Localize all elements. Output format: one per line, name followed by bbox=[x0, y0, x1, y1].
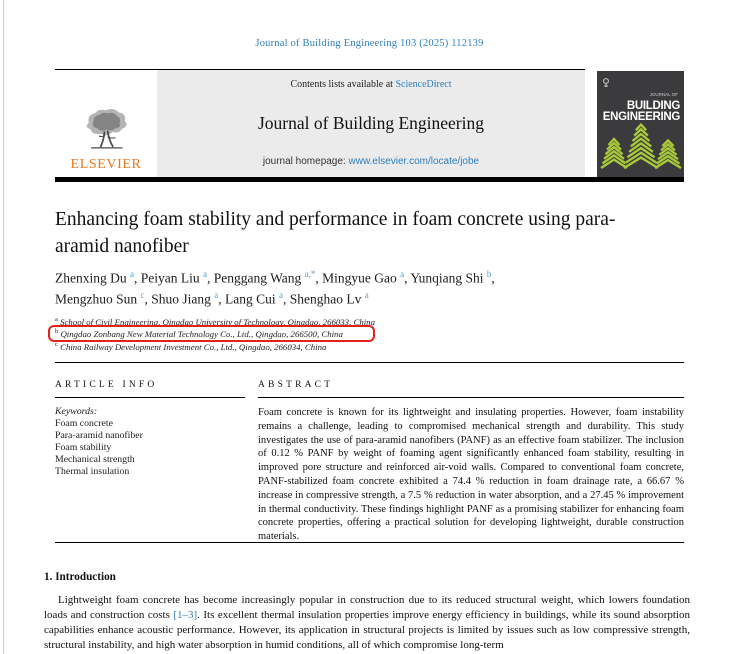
author-name: Yunqiang Shi bbox=[410, 270, 487, 286]
author-affiliation-sup[interactable]: a bbox=[214, 290, 219, 300]
elsevier-logo bbox=[55, 70, 157, 177]
author-separator: , bbox=[404, 270, 411, 286]
article-info-section bbox=[55, 380, 245, 478]
author-name: Lang Cui bbox=[225, 291, 280, 307]
affiliation-list bbox=[55, 315, 665, 352]
affiliation-text: China Railway Development Investment Co., Ltd., Qingdao, 266034, China bbox=[57, 341, 327, 352]
homepage-label: journal homepage: bbox=[262, 156, 349, 167]
journal-cover-thumbnail bbox=[597, 71, 684, 177]
affiliation-sup: a bbox=[55, 316, 58, 323]
cover-title-line1: BUILDING bbox=[626, 100, 680, 112]
contents-list-line bbox=[290, 79, 451, 90]
author-name: Penggang Wang bbox=[213, 270, 305, 286]
abstract-text: Foam concrete is known for its lightweight and insulating properties. However, foam instability remains a challenge, leading to compromised mechanical strength and durability. This study investigates the use of para-aramid nanofibers (PANF) as an effective foam stabilizer. The inclusion of 0.12 % PANF by weight of foaming agent significantly enhanced foam stability, resulting in improved pore structure and reinforced air-void walls. Compared to conventional foam concrete, PANF-stabilized foam concrete exhibited a 74.4 % reduction in foam drainage rate, a 66.67 % increase in compressive strength, a 7.5 % reduction in water absorption, and a 27.45 % improvement in thermal conductivity. These findings highlight PANF as a promising stabilizer for enhancing foam concrete properties, offering a practical solution for developing lightweight, durable construction materials. bbox=[258, 407, 684, 543]
affiliation-sup: b bbox=[55, 327, 59, 335]
author-name: Shuo Jiang bbox=[151, 291, 215, 307]
author-separator: , bbox=[283, 291, 290, 307]
affiliation-highlight-box bbox=[48, 325, 375, 342]
abstract-section bbox=[258, 380, 684, 544]
author-separator: , bbox=[315, 270, 323, 286]
author-affiliation-sup[interactable]: a bbox=[203, 269, 207, 279]
abstract-heading: ABSTRACT bbox=[258, 380, 334, 390]
masthead-bottom-bar bbox=[55, 177, 684, 182]
cover-title-line2: ENGINEERING bbox=[602, 111, 680, 123]
author-affiliation-sup[interactable]: a bbox=[364, 290, 369, 300]
keywords-label: Keywords: bbox=[55, 406, 98, 417]
author-name: Shenghao Lv bbox=[289, 291, 365, 307]
author-separator: , bbox=[491, 270, 495, 286]
keyword-item: Para-aramid nanofiber bbox=[55, 430, 143, 441]
affiliation-text-wrap bbox=[55, 342, 326, 352]
author-name: Mengzhuo Sun bbox=[55, 291, 141, 307]
cover-kicker: JOURNAL OF bbox=[649, 92, 678, 97]
page-edge-line bbox=[3, 0, 4, 654]
affiliation-sup: c bbox=[55, 340, 58, 348]
contents-list-text: Contents lists available at bbox=[290, 79, 396, 90]
author-affiliation-sup[interactable]: a bbox=[400, 269, 405, 279]
author-affiliation-sup[interactable]: a,* bbox=[304, 269, 316, 279]
author-separator: , bbox=[218, 291, 226, 307]
keyword-item: Foam stability bbox=[55, 442, 112, 453]
cover-trees-icon bbox=[597, 118, 684, 175]
author-affiliation-sup[interactable]: a bbox=[130, 269, 134, 279]
intro-text-before-ref: Lightweight foam concrete has become increasingly popular in construction due to its reduced structural weight, which lowers foundation loads and construction costs bbox=[44, 594, 690, 621]
author-separator: , bbox=[134, 270, 141, 286]
author-separator: , bbox=[144, 291, 152, 307]
journal-title: Journal of Building Engineering bbox=[257, 112, 484, 133]
reference-link-1-3[interactable]: [1–3] bbox=[173, 609, 198, 621]
journal-masthead bbox=[55, 69, 585, 177]
author-affiliation-sup[interactable]: a bbox=[279, 290, 284, 300]
elsevier-wordmark: ELSEVIER bbox=[70, 157, 142, 172]
introduction-heading: 1. Introduction bbox=[44, 571, 116, 583]
keyword-item: Foam concrete bbox=[55, 418, 113, 429]
intro-text-after-ref: . Its excellent thermal insulation properties improve energy efficiency in buildings, while its sound absorption capabilities enhance acoustic performance. However, its application in structural projects is limited by issues such as low compressive strength, structural instability, and high water absorption in humid conditions, all of which compromise long-term bbox=[44, 609, 690, 651]
article-info-heading: ARTICLE INFO bbox=[55, 380, 158, 390]
keyword-item: Mechanical strength bbox=[55, 454, 135, 465]
author-list bbox=[55, 266, 665, 308]
author-affiliation-sup[interactable]: c bbox=[140, 290, 145, 300]
keyword-item: Thermal insulation bbox=[55, 466, 130, 477]
author-affiliation-sup[interactable]: b bbox=[486, 269, 492, 279]
abstract-rule bbox=[258, 397, 684, 398]
introduction-paragraph bbox=[44, 593, 690, 653]
journal-homepage-line bbox=[263, 156, 479, 167]
article-title: Enhancing foam stability and performance in foam concrete using para-aramid nanofiber bbox=[55, 209, 616, 257]
masthead-banner bbox=[157, 70, 585, 177]
article-info-rule bbox=[55, 397, 245, 398]
sciencedirect-link[interactable]: ScienceDirect bbox=[395, 79, 452, 90]
homepage-link[interactable]: www.elsevier.com/locate/jobe bbox=[348, 156, 480, 167]
keyword-list bbox=[55, 418, 245, 478]
author-name: Zhenxing Du bbox=[55, 270, 130, 286]
divider-below-abstract bbox=[55, 542, 684, 543]
divider-above-article-info bbox=[55, 362, 684, 363]
author-name: Mingyue Gao bbox=[322, 270, 401, 286]
affiliation-text: Qingdao Zonbang New Material Technology Co., Ltd., Qingdao, 266500, China bbox=[58, 328, 343, 339]
citation-header-link[interactable]: Journal of Building Engineering 103 (2025) 112139 bbox=[255, 38, 484, 49]
author-name: Peiyan Liu bbox=[140, 270, 203, 286]
elsevier-tree-icon bbox=[77, 107, 135, 156]
affiliation-line bbox=[55, 327, 665, 340]
author-separator: , bbox=[207, 270, 214, 286]
affiliation-text: School of Civil Engineering, Qingdao University of Technology, Qingdao, 266033, China bbox=[57, 316, 375, 327]
